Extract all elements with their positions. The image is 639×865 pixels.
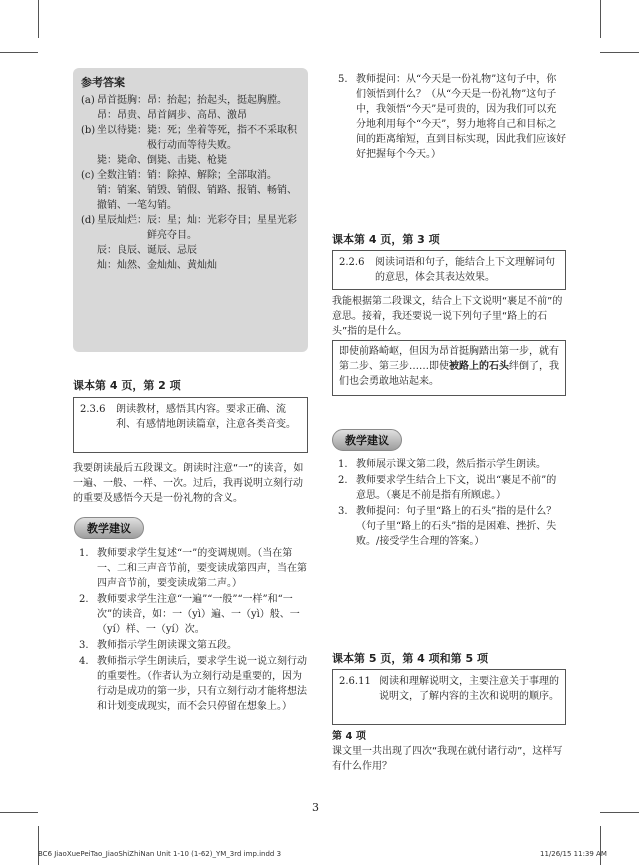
- list-item: [79, 546, 309, 591]
- list-item: [79, 638, 309, 653]
- answer-term: 昂首挺胸：: [97, 95, 147, 106]
- crop-mark: [0, 812, 38, 813]
- paragraph: 课文里一共出现了四次“我现在就付诸行动”，这样写有什么作用？: [332, 746, 563, 772]
- crop-mark: [0, 52, 38, 53]
- answer-extra: 毙：毙命、倒毙、击毙、枪毙: [97, 155, 227, 166]
- standard-text: 阅读词语和句子，能结合上下文理解词句的意思，体会其表达效果。: [375, 257, 555, 283]
- answer-meaning: 辰：星；灿：光彩夺目；星星光彩鲜亮夺目。: [147, 215, 297, 241]
- standard-box: [73, 397, 308, 453]
- standard-code: 2.6.11: [339, 676, 371, 687]
- paragraph: 我能根据第二段课文，结合上下文说明“裹足不前”的意思。接着，我还要说一说下列句子里“路上的石头”指的是什么。: [332, 296, 563, 337]
- list-item: [338, 72, 566, 162]
- quote-box: [332, 340, 566, 396]
- standard-text: 阅读和理解说明文，主要注意关于事理的说明文，了解内容的主次和说明的顺序。: [379, 676, 559, 702]
- answer-item-a: [81, 93, 300, 123]
- footer-timestamp: 11/26/15 11:39 AM: [540, 850, 607, 858]
- list-item: [79, 592, 309, 637]
- crop-mark: [600, 0, 601, 38]
- answer-term: 坐以待毙：: [97, 125, 147, 136]
- list-item: [338, 504, 566, 549]
- step-text: 教师指示学生朗读课文第五段。: [97, 640, 237, 651]
- answer-extra: 销：销案、销毁、销假、销路、报销、畅销、撤销、一笔勾销。: [97, 185, 297, 211]
- answer-label: (d): [81, 215, 96, 226]
- answer-term: 星辰灿烂：: [97, 215, 147, 226]
- section-title: 课本第 5 页，第 4 项和第 5 项: [332, 652, 488, 665]
- standard-code: 2.3.6: [80, 404, 106, 415]
- step-text: 教师展示课文第二段，然后指示学生朗读。: [356, 459, 546, 470]
- answer-box: [73, 68, 308, 352]
- crop-mark: [600, 52, 639, 53]
- item-title: 第 4 项: [332, 731, 366, 742]
- step-number: 2.: [79, 594, 89, 605]
- answer-title: 参考答案: [81, 76, 125, 89]
- step-text: 教师要求学生结合上下文，说出“裹足不前”的意思。（裹足不前是指有所顾虑。）: [356, 475, 557, 501]
- step-text: 教师提问：句子里“路上的石头”指的是什么？（句子里“路上的石头”指的是困难、挫折、失败。/接受学生合理的答案。）: [356, 506, 557, 547]
- step-text: 教师指示学生朗读后，要求学生说一说立刻行动的重要性。（作者认为立刻行动是重要的，因为行动是成功的第一步，只有立刻行动才能将想法和计划变成现实，而不会只停留在想象上。）: [97, 656, 307, 712]
- step-number: 4.: [79, 656, 89, 667]
- step-text: 教师要求学生复述“一”的变调规则。（当在第一、二和三声音节前，要变读成第四声，当在第四声音节前，要变读成第二声。）: [97, 548, 307, 589]
- paragraph: 我要朗读最后五段课文。朗读时注意“一”的读音，如一遍、一般、一样、一次。过后，我再说明立刻行动的重要及感悟今天是一份礼物的含义。: [73, 463, 304, 504]
- crop-mark: [38, 826, 39, 865]
- step-number: 3.: [79, 640, 89, 651]
- answer-meaning: 昂：抬起；抬起头，挺起胸膛。: [147, 95, 287, 106]
- section-title: 课本第 4 页，第 2 项: [73, 379, 181, 392]
- footer-file-info: BC6 JiaoXuePeiTao_JiaoShiZhiNan Unit 1-10 (1-62)_YM_3rd imp.indd 3: [38, 850, 282, 858]
- answer-item-b: [81, 123, 300, 168]
- answer-extra: 昂：昂贵、昂首阔步、高昂、激昂: [97, 110, 247, 121]
- step-number: 2.: [338, 475, 348, 486]
- list-item: [338, 473, 566, 503]
- answer-meaning: 毙：死；坐着等死，指不不采取积极行动而等待失败。: [147, 125, 297, 151]
- list-item: [79, 654, 309, 714]
- quote-highlight: 被路上的石头: [449, 361, 509, 372]
- section-title: 课本第 4 页，第 3 项: [332, 233, 440, 246]
- answer-term: 全数注销：: [97, 170, 147, 181]
- teaching-tip-badge: 教学建议: [332, 429, 402, 451]
- step-number: 1.: [338, 459, 348, 470]
- step-number: 3.: [338, 506, 348, 517]
- step-number: 1.: [79, 548, 89, 559]
- crop-mark: [600, 826, 601, 865]
- step-number: 5.: [338, 74, 348, 85]
- answer-extra: 辰：良辰、诞辰、忌辰: [97, 245, 197, 256]
- crop-mark: [600, 812, 639, 813]
- teaching-steps-continued: [338, 72, 566, 163]
- crop-mark: [38, 0, 39, 38]
- teaching-steps: [338, 457, 566, 550]
- quote-text: 即使前路崎岖，但因为昂首挺胸踏出第一步，就有第二步、第三步……即使: [339, 346, 559, 372]
- answer-item-c: [81, 168, 300, 213]
- answer-extra: 灿：灿然、金灿灿、黄灿灿: [97, 260, 217, 271]
- answer-item-d: [81, 213, 300, 273]
- answer-label: (a): [81, 95, 95, 106]
- standard-box: [332, 669, 566, 725]
- teaching-tip-badge: 教学建议: [74, 517, 144, 539]
- standard-box: [332, 250, 566, 290]
- answer-label: (c): [81, 170, 95, 181]
- standard-code: 2.2.6: [339, 257, 365, 268]
- standard-text: 朗读教材，感悟其内容。要求正确、流利、有感情地朗读篇章，注意各类音变。: [116, 404, 296, 430]
- page-number: 3: [312, 801, 319, 814]
- step-text: 教师提问：从“今天是一份礼物”这句子中，你们领悟到什么？（从“今天是一份礼物”这句子中，我领悟“今天”是可贵的，因为我们可以充分地利用每个“今天”，努力地将自己和目标之间的距离缩短，直到目标实现，因此我们应该好好把握每个今天。）: [356, 74, 566, 160]
- teaching-steps: [79, 546, 309, 715]
- answer-label: (b): [81, 125, 96, 136]
- quote-text-end: 绊倒了，我们也会勇敢地站起来。: [339, 361, 559, 387]
- step-text: 教师要求学生注意“一遍”“一般”“一样”和“一次”的读音，如：一（yì）遍、一（yì）般、一（yí）样、一（yí）次。: [97, 594, 300, 635]
- list-item: [338, 457, 566, 472]
- answer-meaning: 销：除掉、解除；全部取消。: [147, 170, 277, 181]
